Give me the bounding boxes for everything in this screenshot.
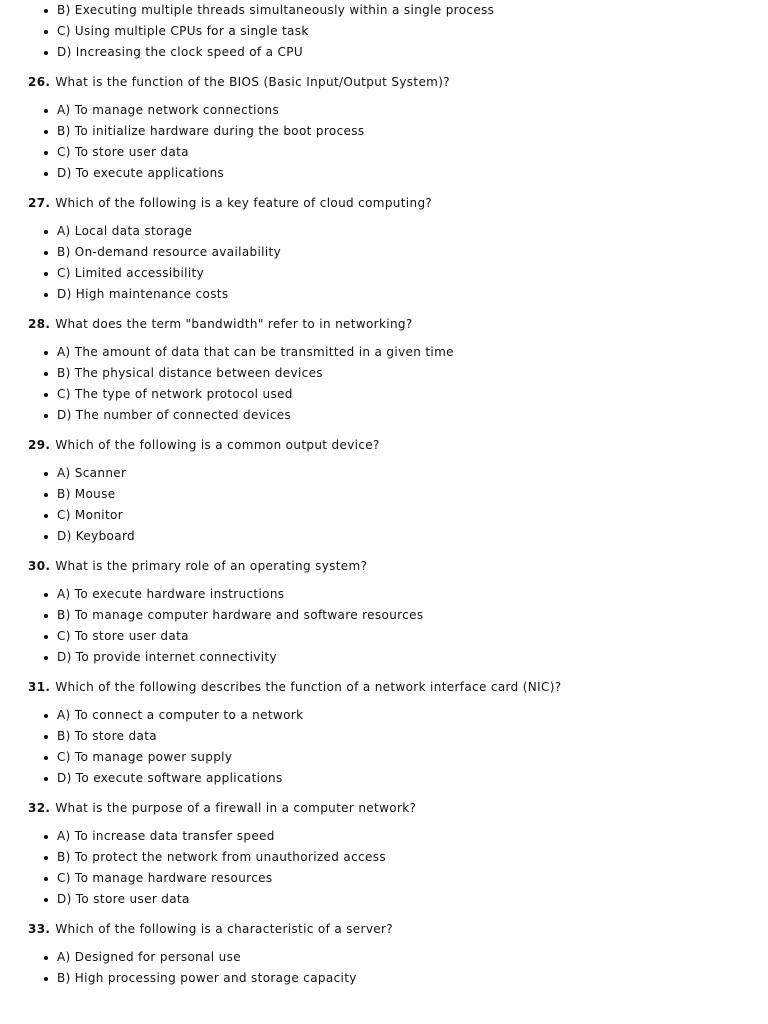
option-text: B) To protect the network from unauthorized access: [57, 850, 386, 864]
option-item: [0, 342, 768, 363]
option-item: [0, 889, 768, 910]
option-text: D) Increasing the clock speed of a CPU: [57, 45, 303, 59]
question-text: Which of the following is a key feature of cloud computing?: [55, 196, 433, 210]
option-item: [0, 142, 768, 163]
question-number: 32.: [28, 801, 51, 815]
option-text: B) To manage computer hardware and software resources: [57, 608, 424, 622]
bullet-icon: [44, 272, 48, 276]
bullet-icon: [44, 835, 48, 839]
option-item: [0, 21, 768, 42]
bullet-icon: [44, 614, 48, 618]
option-item: [0, 968, 768, 989]
option-item: [0, 163, 768, 184]
bullet-icon: [44, 756, 48, 760]
option-text: A) Local data storage: [57, 224, 193, 238]
question-32: [0, 798, 768, 818]
bullet-icon: [44, 898, 48, 902]
option-text: A) Designed for personal use: [57, 950, 241, 964]
option-item: [0, 363, 768, 384]
option-list: [0, 826, 768, 910]
option-text: D) To store user data: [57, 892, 190, 906]
question-text: What does the term "bandwidth" refer to in networking?: [55, 317, 413, 331]
bullet-icon: [44, 956, 48, 960]
option-list: [0, 705, 768, 789]
option-list: [0, 342, 768, 426]
option-text: C) Limited accessibility: [57, 266, 205, 280]
option-item: [0, 647, 768, 668]
option-item: [0, 705, 768, 726]
bullet-icon: [44, 351, 48, 355]
bullet-icon: [44, 593, 48, 597]
option-list: [0, 463, 768, 547]
option-text: D) To execute software applications: [57, 771, 283, 785]
option-text: D) High maintenance costs: [57, 287, 229, 301]
option-text: A) To increase data transfer speed: [57, 829, 275, 843]
option-text: B) To store data: [57, 729, 157, 743]
bullet-icon: [44, 172, 48, 176]
option-text: D) Keyboard: [57, 529, 135, 543]
question-number: 33.: [28, 922, 51, 936]
question-27: [0, 193, 768, 213]
question-30: [0, 556, 768, 576]
option-item: [0, 263, 768, 284]
option-item: [0, 947, 768, 968]
question-text: What is the function of the BIOS (Basic Input/Output System)?: [55, 75, 450, 89]
question-text: Which of the following is a characteristic of a server?: [55, 922, 394, 936]
option-item: [0, 242, 768, 263]
option-text: B) To initialize hardware during the boot process: [57, 124, 365, 138]
option-text: B) The physical distance between devices: [57, 366, 323, 380]
question-number: 29.: [28, 438, 51, 452]
option-item: [0, 384, 768, 405]
bullet-icon: [44, 777, 48, 781]
bullet-icon: [44, 9, 48, 13]
question-31: [0, 677, 768, 697]
option-item: [0, 284, 768, 305]
question-text: What is the purpose of a firewall in a computer network?: [55, 801, 417, 815]
option-item: [0, 768, 768, 789]
option-item: [0, 626, 768, 647]
bullet-icon: [44, 51, 48, 55]
bullet-icon: [44, 414, 48, 418]
option-item: [0, 584, 768, 605]
option-text: A) The amount of data that can be transmitted in a given time: [57, 345, 454, 359]
option-text: C) The type of network protocol used: [57, 387, 293, 401]
question-number: 31.: [28, 680, 51, 694]
bullet-icon: [44, 230, 48, 234]
option-list: [0, 584, 768, 668]
option-text: C) To manage power supply: [57, 750, 233, 764]
question-text: What is the primary role of an operating system?: [55, 559, 368, 573]
bullet-icon: [44, 714, 48, 718]
option-item: [0, 121, 768, 142]
option-text: C) To store user data: [57, 145, 189, 159]
question-list: [0, 72, 768, 989]
option-list: [0, 947, 768, 989]
bullet-icon: [44, 977, 48, 981]
option-item: [0, 605, 768, 626]
question-text: Which of the following describes the function of a network interface card (NIC)?: [55, 680, 562, 694]
option-item: [0, 826, 768, 847]
bullet-icon: [44, 514, 48, 518]
option-text: B) High processing power and storage capacity: [57, 971, 357, 985]
question-number: 27.: [28, 196, 51, 210]
bullet-icon: [44, 635, 48, 639]
option-item: [0, 405, 768, 426]
question-text: Which of the following is a common output device?: [55, 438, 380, 452]
bullet-icon: [44, 293, 48, 297]
bullet-icon: [44, 251, 48, 255]
bullet-icon: [44, 372, 48, 376]
option-item: [0, 42, 768, 63]
question-number: 26.: [28, 75, 51, 89]
bullet-icon: [44, 130, 48, 134]
option-text: C) Using multiple CPUs for a single task: [57, 24, 309, 38]
bullet-icon: [44, 393, 48, 397]
option-item: [0, 463, 768, 484]
bullet-icon: [44, 656, 48, 660]
option-text: C) To manage hardware resources: [57, 871, 273, 885]
option-item: [0, 726, 768, 747]
option-item: [0, 868, 768, 889]
bullet-icon: [44, 493, 48, 497]
option-list: [0, 100, 768, 184]
option-item: [0, 747, 768, 768]
bullet-icon: [44, 877, 48, 881]
continued-option-list: [0, 0, 768, 63]
option-item: [0, 505, 768, 526]
option-text: B) Mouse: [57, 487, 116, 501]
option-text: C) To store user data: [57, 629, 189, 643]
bullet-icon: [44, 735, 48, 739]
question-29: [0, 435, 768, 455]
bullet-icon: [44, 535, 48, 539]
question-26: [0, 72, 768, 92]
option-text: A) Scanner: [57, 466, 127, 480]
option-text: B) Executing multiple threads simultaneously within a single process: [57, 3, 495, 17]
option-text: D) To execute applications: [57, 166, 225, 180]
bullet-icon: [44, 30, 48, 34]
option-text: D) The number of connected devices: [57, 408, 292, 422]
question-33: [0, 919, 768, 939]
option-text: A) To connect a computer to a network: [57, 708, 304, 722]
question-number: 30.: [28, 559, 51, 573]
bullet-icon: [44, 151, 48, 155]
option-text: A) To execute hardware instructions: [57, 587, 285, 601]
question-number: 28.: [28, 317, 51, 331]
option-text: D) To provide internet connectivity: [57, 650, 277, 664]
bullet-icon: [44, 109, 48, 113]
option-text: C) Monitor: [57, 508, 123, 522]
option-item: [0, 484, 768, 505]
option-item: [0, 847, 768, 868]
bullet-icon: [44, 856, 48, 860]
option-item: [0, 526, 768, 547]
option-item: [0, 100, 768, 121]
option-list: [0, 221, 768, 305]
option-text: A) To manage network connections: [57, 103, 280, 117]
option-text: B) On-demand resource availability: [57, 245, 282, 259]
question-28: [0, 314, 768, 334]
option-item: [0, 221, 768, 242]
option-item: [0, 0, 768, 21]
bullet-icon: [44, 472, 48, 476]
